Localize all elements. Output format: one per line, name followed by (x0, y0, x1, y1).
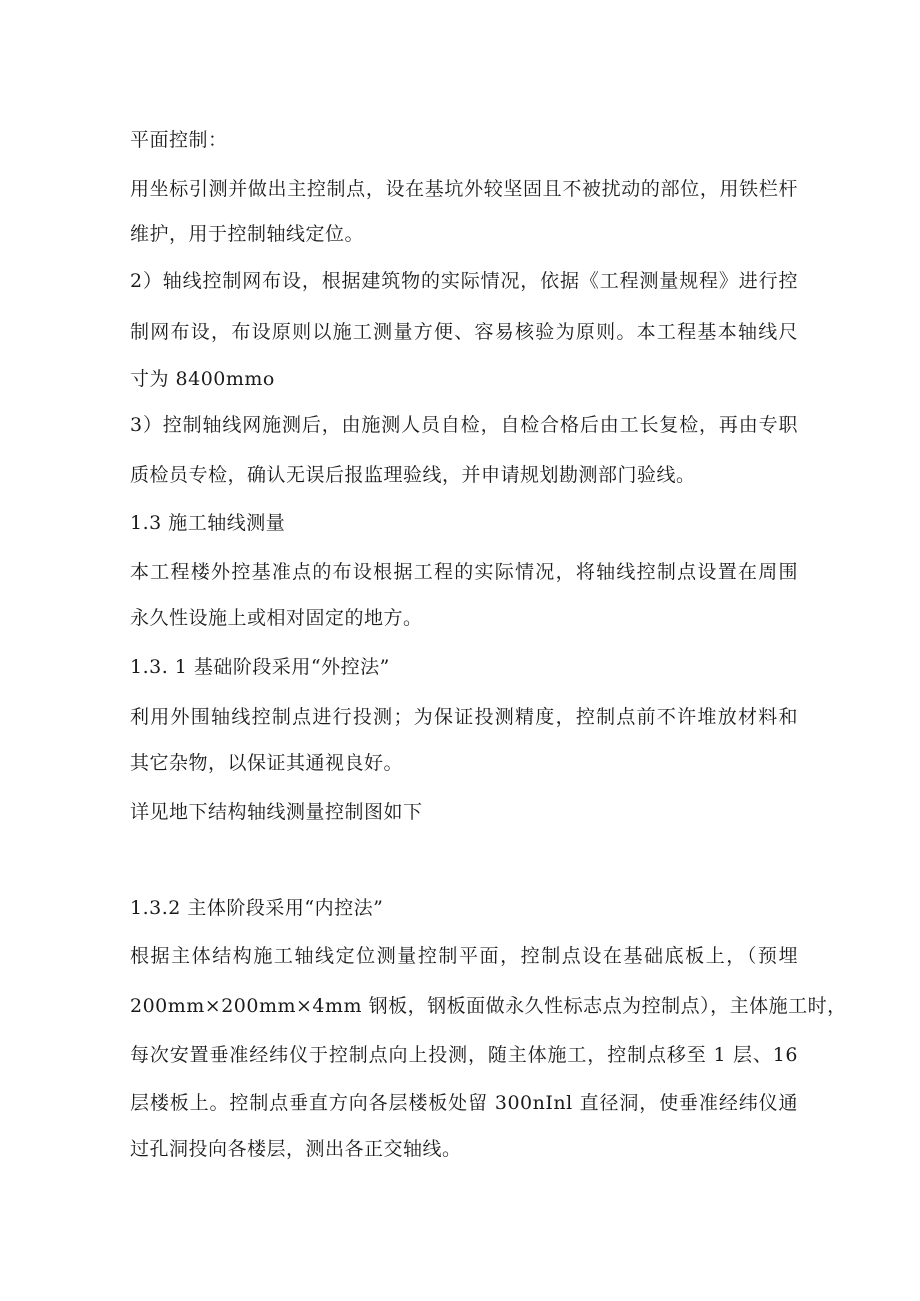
paragraph-text-line: 用坐标引测并做出主控制点，设在基坑外较坚固且不被扰动的部位，用铁栏杆 (130, 178, 798, 200)
paragraph-text-line: 质检员专检，确认无误后报监理验线，并申请规划勘测部门验线。 (130, 464, 696, 486)
section-heading-1-3-1: 1.3. 1 基础阶段采用“外控法” (130, 656, 390, 678)
paragraph-text-line: 根据主体结构施工轴线定位测量控制平面，控制点设在基础底板上，（预埋 (130, 945, 798, 967)
paragraph-text-line: 利用外围轴线控制点进行投测；为保证投测精度，控制点前不许堆放材料和 (130, 706, 798, 728)
paragraph-text-line: 每次安置垂准经纬仪于控制点向上投测，随主体施工，控制点移至 1 层、16 (130, 1044, 798, 1066)
paragraph-text-line: 200mm×200mm×4mm 钢板，钢板面做永久性标志点为控制点），主体施工时， (130, 995, 847, 1017)
paragraph-text-line: 2）轴线控制网布设，根据建筑物的实际情况，依据《工程测量规程》进行控 (130, 270, 798, 292)
paragraph-text-line: 制网布设，布设原则以施工测量方便、容易核验为原则。本工程基本轴线尺 (130, 321, 798, 343)
paragraph-text-line: 层楼板上。控制点垂直方向各层楼板处留 300nInl 直径洞，使垂准经纬仪通 (130, 1092, 798, 1114)
paragraph-text-line: 过孔洞投向各楼层，测出各正交轴线。 (130, 1138, 462, 1160)
paragraph-heading-plane-control: 平面控制： (130, 129, 228, 151)
paragraph-text-line: 本工程楼外控基准点的布设根据工程的实际情况，将轴线控制点设置在周围 (130, 561, 798, 583)
paragraph-text-line: 维护，用于控制轴线定位。 (130, 223, 365, 245)
section-heading-1-3: 1.3 施工轴线测量 (130, 512, 286, 534)
paragraph-text-line: 永久性设施上或相对固定的地方。 (130, 607, 423, 629)
section-heading-1-3-2: 1.3.2 主体阶段采用“内控法” (130, 897, 384, 919)
paragraph-text-line: 寸为 8400mmo (130, 368, 275, 390)
paragraph-text-line: 3）控制轴线网施测后，由施测人员自检，自检合格后由工长复检，再由专职 (130, 414, 798, 436)
paragraph-text-line: 详见地下结构轴线测量控制图如下 (130, 801, 423, 823)
paragraph-text-line: 其它杂物，以保证其通视良好。 (130, 752, 404, 774)
